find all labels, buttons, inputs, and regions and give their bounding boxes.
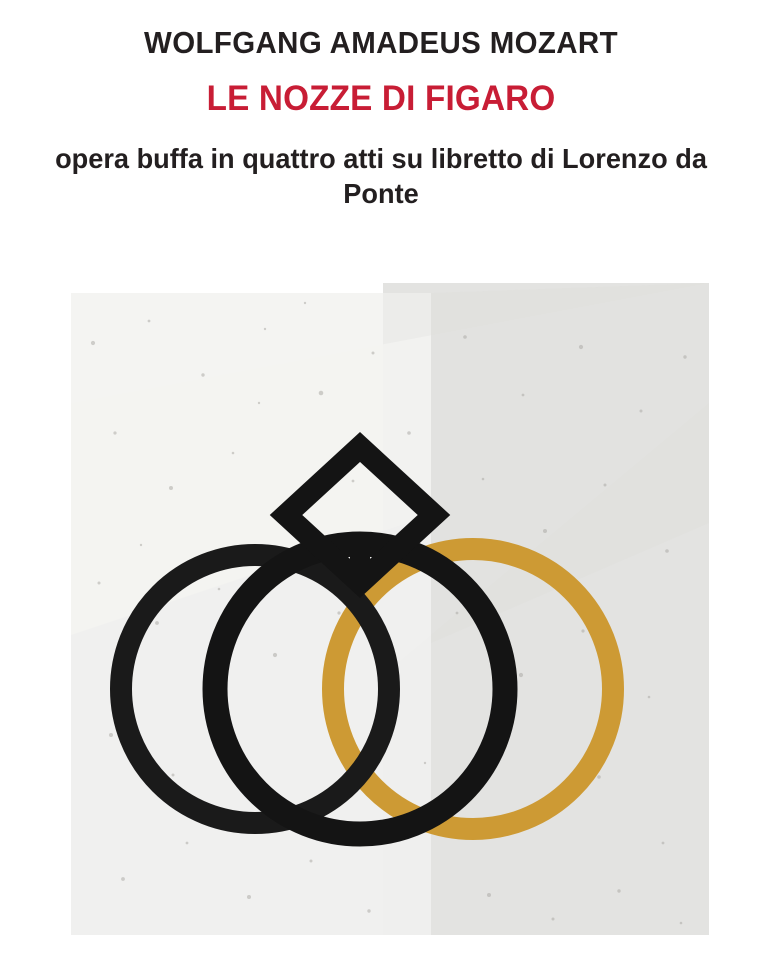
poster-artwork — [53, 283, 709, 935]
page-title: LE NOZZE DI FIGARO — [206, 79, 556, 119]
composer-name: WOLFGANG AMADEUS MOZART — [144, 25, 618, 60]
wedding-rings-illustration — [53, 283, 709, 935]
poster-text-block — [0, 0, 762, 212]
poster-subtitle: opera buffa in quattro atti su libretto di Lorenzo da Ponte — [55, 142, 707, 210]
